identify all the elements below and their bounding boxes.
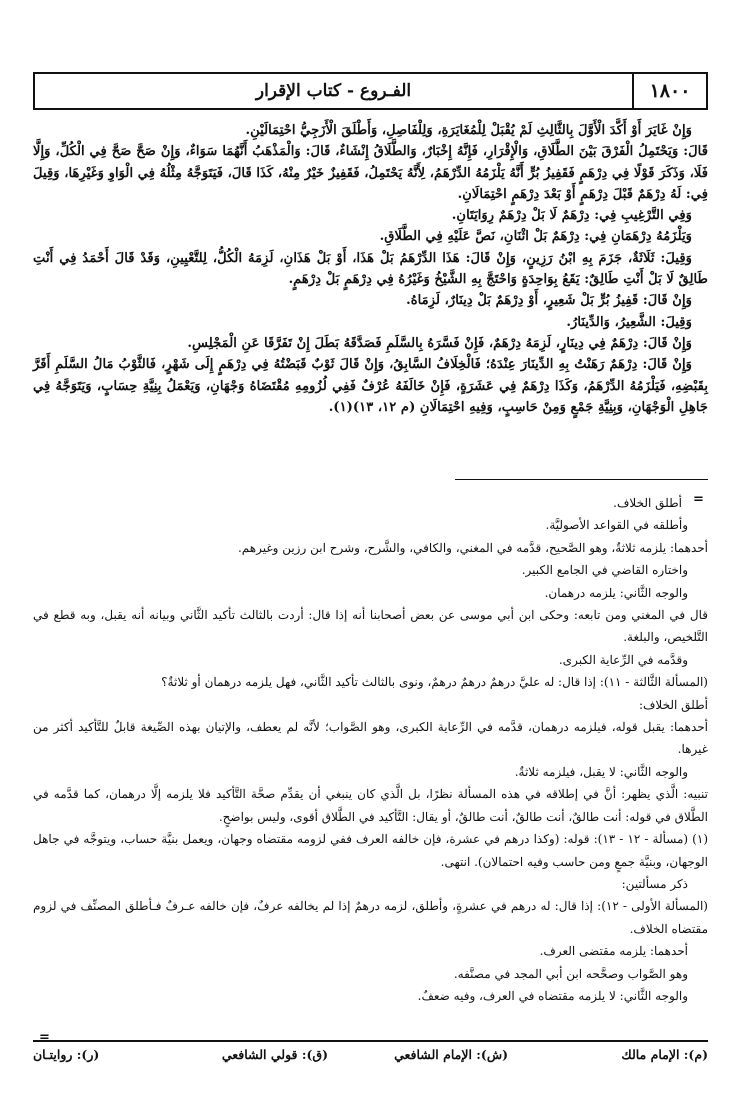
note-paragraph: أحدهما: يقبل قوله، فيلزمه درهمان، قدَّمه في الرِّعاية الكبرى، وهو الصَّواب؛ لأنَّه لم يعطف، والإتيان بهذه الصِّيغة قابلٌ للتَّأكيد أكثر من غيرها. xyxy=(33,720,708,757)
note-paragraph: والوجه الثَّاني: لا يقبل، فيلزمه ثلاثةٌ. xyxy=(514,764,688,779)
main-paragraph: وَفِي التَّرْغِيبِ فِي: دِرْهَمٌ لَا بَلْ دِرْهَمٌ رِوَايَتَانِ. xyxy=(451,208,692,224)
main-paragraph: وَإِنْ غَايَرَ أَوْ أَكَّدَ الْأَوَّلَ بِالثَّالِثِ لَمْ يُقْبَلْ لِلْمُغَايَرَةِ، وَلِلْفَاصِلِ، وَأَطْلَقَ الْأَزَجِيُّ احْتِمَالَيْنِ. xyxy=(245,123,692,138)
note-paragraph: (١) (مسألة - ١٢ - ١٣): قوله: (وكذا درهم في عشرة، فإن خالفه العرف ففي لزومه مقتضاه وجهان، ويعمل بنيَّة حساب، ويتوجَّه في جاهل الوجهان، وبنيَّة جمعٍ ومن حاسب وفيه احتمالان). انتهى. xyxy=(33,832,709,869)
note-paragraph: والوجه الثَّاني: يلزمه درهمان. xyxy=(544,585,688,600)
footnote-separator xyxy=(455,479,708,480)
main-paragraph: وَإِنْ قَالَ: قَفِيزُ بُرٍّ بَلْ شَعِيرٍ، أَوْ دِرْهَمٌ بَلْ دِينَارٌ، لَزِمَاهُ. xyxy=(406,293,692,309)
footer-abbr-shafii-two: (ق): قولي الشافعي xyxy=(221,1047,328,1062)
footer-rule xyxy=(33,1040,708,1042)
notes-start-mark: = xyxy=(693,492,704,507)
note-paragraph: قال في المغني ومن تابعه: وحكى ابن أبي موسى عن بعض أصحابنا أنه إذا قال: أردت بالثالث تأكيد الثَّاني وبيانه أنه يقبل، وبه قطع في التَّلخيص، والبلغة. xyxy=(33,608,708,645)
note-paragraph: وقدَّمه في الرِّعاية الكبرى. xyxy=(558,652,688,667)
main-paragraph: وَقِيلَ: الشَّعِيرُ، وَالدِّينَارُ. xyxy=(566,314,692,330)
note-paragraph: وأطلقه في القواعد الأصوليَّة. xyxy=(545,518,688,533)
footer-abbr-malik: (م): الإمام مالك xyxy=(621,1047,708,1062)
main-paragraph: وَإِنْ قَالَ: دِرْهَمٌ رَهَنْتُ بِهِ الدِّينَارَ عِنْدَهُ؛ فَالْخِلَافُ السَّابِقُ، وَإِنْ قَالَ ثَوْبٌ قَبَضْتُهُ فِي دِرْهَمٍ إِلَى شَهْرٍ، فَالثَّوْبُ مَالُ السَّلَمِ أَقَرَّ بِقَبْضِهِ، فَيَلْزَمُهُ الدِّرْهَمُ، وَكَذَا دِرْهَمٌ فِي عَشَرَةٍ، فَإِنْ خَالَفَهُ عُرْفٌ فَفِي لُزُومِهِ مُقْتَضَاهُ وَجْهَانِ، وَيَعْمَلُ بِنِيَّةِ حِسَابٍ، وَيَتَوَجَّهُ فِي جَاهِلِ الْوَجْهَانِ، وَبِنِيَّةِ جَمْعٍ وَمِنْ حَاسِبٍ، وَفِيهِ احْتِمَالَانِ (م ١٢، ١٣)(١). xyxy=(33,357,708,415)
note-paragraph: ذكر مسألتين: xyxy=(621,876,688,891)
main-text xyxy=(33,120,708,418)
note-paragraph: (المسألة الأولى - ١٢): إذا قال: له درهم في عشرةٍ، وأطلق، لزمه درهمٌ إذا لم يخالفه عرفٌ، فإن خالفه عـرفٌ فـأطلق المصنِّف في لزوم مقتضاه الخلاف. xyxy=(33,899,708,936)
note-paragraph: تنبيه: الَّذي يظهر: أنَّ في إطلاقه في هذه المسألة نظرًا، بل الَّذي كان ينبغي أن يقدِّم صحَّة التَّأكيد فلا يلزمه إلَّا درهمان، كما قدَّمه في الطَّلاق في قوله: أنت طالقٌ، أنت طالقٌ، أنت طالقٌ، أو يقال: التَّأكيد في الطَّلاق أقوى، وليس بواضحٍ. xyxy=(33,787,708,824)
page-number: ١٨٠٠ xyxy=(632,74,706,108)
note-paragraph: واختاره القاضي في الجامع الكبير. xyxy=(521,563,688,578)
notes-end-mark: = xyxy=(39,1030,50,1045)
page-footer xyxy=(33,1044,708,1070)
note-paragraph: أحدهما: يلزمه ثلاثةٌ، وهو الصَّحيح، قدَّمه في المغني، والكافي، والشَّرح، وشرح ابن رزين وغيرهم. xyxy=(237,540,708,555)
footer-abbr-shafii: (ش): الإمام الشافعي xyxy=(394,1047,508,1062)
note-paragraph: والوجه الثَّاني: لا يلزمه مقتضاه في العرف، وفيه ضعفٌ. xyxy=(417,988,688,1003)
note-paragraph: أطلق الخلاف: xyxy=(638,697,708,712)
note-paragraph: وهو الصَّواب وصحَّحه ابن أبي المجد في مصنَّفه. xyxy=(453,966,688,981)
page-header xyxy=(33,72,708,110)
note-paragraph: (المسألة الثَّالثة - ١١): إذا قال: له عليَّ درهمٌ درهمٌ درهمٌ، ونوى بالثالث تأكيد الثَّاني، فهل يلزمه درهمان أو ثلاثةٌ؟ xyxy=(161,675,708,690)
main-paragraph: قَالَ: وَيَحْتَمِلُ الْفَرْقَ بَيْنَ الطَّلَاقِ، وَالْإِقْرَارِ، فَإِنَّهُ إِخْبَارٌ، وَالطَّلَاقُ إِنْشَاءٌ، قَالَ: وَالْمَذْهَبُ أَنَّهُمَا سَوَاءٌ، وَإِنْ صَحَّ صَحَّ فِي الْكُلِّ، وَإِلَّا فَلَا، وَذَكَرَ قَوْلًا فِي دِرْهَمٍ فَقَفِيزُ بُرٍّ أَنَّهُ يَلْزَمُهُ الدِّرْهَمُ، لِأَنَّهُ يَحْتَمِلُ، فَقَفِيزٌ خَيْرٌ مِنْهُ، كَذَا قَالَ، فَيَتَوَجَّهُ مِثْلُهُ فِي الْوَاوِ وَغَيْرِهَا، وَقِيلَ فِي: لَهُ دِرْهَمٌ قَبْلَ دِرْهَمٍ أَوْ بَعْدَ دِرْهَمٍ احْتِمَالَانِ. xyxy=(33,144,708,202)
footer-abbr-two-narrations: (ر): روايتـان xyxy=(33,1047,100,1062)
main-paragraph: وَقِيلَ: ثَلَاثَةٌ، جَزَمَ بِهِ ابْنُ رَزِينٍ، وَإِنْ قَالَ: هَذَا الدِّرْهَمُ بَلْ هَذَا، أَوْ بَلْ هَذَانِ، لَزِمَهُ الْكُلُّ، لِلتَّعْيِينِ، وَقَدْ قَالَ أَحْمَدُ فِي أَنْتِ طَالِقٌ لَا بَلْ أَنْتِ طَالِقٌ: يَقَعُ بِوَاحِدَةٍ وَاحْتَجَّ بِهِ الشَّيْخُ وَغَيْرُهُ فِي دِرْهَمٍ بَلْ دِرْهَمٍ. xyxy=(33,250,708,288)
note-paragraph: أحدهما: يلزمه مقتضى العرف. xyxy=(539,944,688,959)
main-paragraph: وَإِنْ قَالَ: دِرْهَمٌ فِي دِينَارٍ، لَزِمَهُ دِرْهَمٌ، فَإِنْ فَسَّرَهُ بِالسَّلَمِ فَصَدَّقَهُ بَطَلَ إِنْ تَفَرَّقَا عَنِ الْمَجْلِسِ. xyxy=(187,335,692,351)
note-paragraph: أطلق الخلاف. xyxy=(613,496,682,510)
commentary-notes xyxy=(33,492,708,1007)
book-chapter-title: الفـروع - كتاب الإقرار xyxy=(255,81,412,101)
main-paragraph: وَيَلْزَمُهُ دِرْهَمَانِ فِي: دِرْهَمٌ بَلْ اثْنَانِ، نَصَّ عَلَيْهِ فِي الطَّلَاقِ. xyxy=(379,229,692,245)
